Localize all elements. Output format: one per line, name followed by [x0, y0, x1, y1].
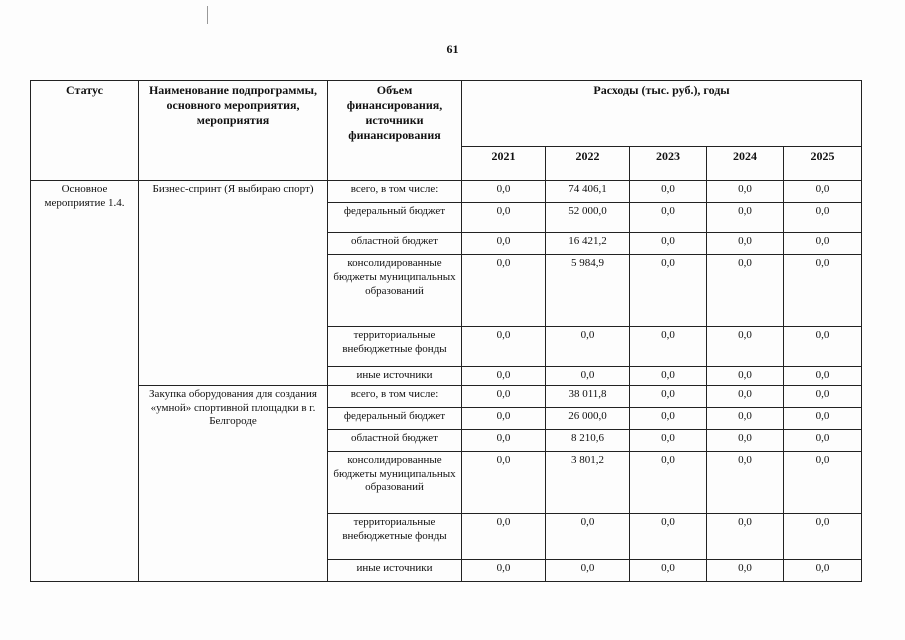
value-cell: 0,0 [784, 255, 862, 327]
value-cell: 0,0 [462, 233, 546, 255]
value-cell: 0,0 [707, 367, 784, 386]
table-row [31, 181, 862, 203]
value-cell: 0,0 [707, 407, 784, 429]
value-cell: 0,0 [630, 559, 707, 581]
value-cell: 0,0 [630, 385, 707, 407]
year-header: 2021 [462, 147, 546, 181]
value-cell: 0,0 [707, 327, 784, 367]
header-name: Наименование подпрограммы, основного мероприятия, мероприятия [139, 81, 328, 181]
page-number: 61 [446, 42, 459, 56]
value-cell: 0,0 [546, 559, 630, 581]
value-cell: 0,0 [462, 407, 546, 429]
value-cell: 0,0 [630, 429, 707, 451]
value-cell: 0,0 [462, 255, 546, 327]
value-cell: 0,0 [630, 233, 707, 255]
year-header: 2024 [707, 147, 784, 181]
value-cell: 0,0 [630, 327, 707, 367]
table-body [31, 181, 862, 582]
value-cell: 0,0 [784, 385, 862, 407]
year-header: 2025 [784, 147, 862, 181]
value-cell: 0,0 [546, 367, 630, 386]
value-cell: 0,0 [707, 203, 784, 233]
value-cell: 0,0 [630, 255, 707, 327]
value-cell: 0,0 [784, 451, 862, 513]
header-expenses: Расходы (тыс. руб.), годы [462, 81, 862, 147]
value-cell: 0,0 [784, 407, 862, 429]
value-cell: 0,0 [784, 233, 862, 255]
value-cell: 52 000,0 [546, 203, 630, 233]
value-cell: 0,0 [707, 233, 784, 255]
value-cell: 0,0 [630, 451, 707, 513]
funding-source-cell: федеральный бюджет [328, 407, 462, 429]
value-cell: 0,0 [784, 429, 862, 451]
status-cell: Основное мероприятие 1.4. [31, 181, 139, 582]
funding-source-cell: консолидированные бюджеты муниципальных образований [328, 255, 462, 327]
header-status: Статус [31, 81, 139, 181]
value-cell: 0,0 [462, 385, 546, 407]
value-cell: 0,0 [707, 429, 784, 451]
scan-mark [207, 6, 208, 24]
value-cell: 5 984,9 [546, 255, 630, 327]
header-volume: Объем финансирования, источники финансирования [328, 81, 462, 181]
value-cell: 0,0 [784, 181, 862, 203]
value-cell: 8 210,6 [546, 429, 630, 451]
value-cell: 0,0 [707, 513, 784, 559]
activity-name-cell: Закупка оборудования для создания «умной» спортивной площадки в г. Белгороде [139, 385, 328, 581]
value-cell: 0,0 [462, 429, 546, 451]
value-cell: 0,0 [784, 327, 862, 367]
value-cell: 0,0 [707, 451, 784, 513]
funding-source-cell: территориальные внебюджетные фонды [328, 513, 462, 559]
value-cell: 0,0 [707, 181, 784, 203]
value-cell: 26 000,0 [546, 407, 630, 429]
financing-table [30, 80, 862, 582]
value-cell: 0,0 [784, 559, 862, 581]
funding-source-cell: всего, в том числе: [328, 385, 462, 407]
value-cell: 0,0 [546, 513, 630, 559]
value-cell: 74 406,1 [546, 181, 630, 203]
activity-name-cell: Бизнес-спринт (Я выбираю спорт) [139, 181, 328, 386]
value-cell: 0,0 [707, 559, 784, 581]
table-row [31, 385, 862, 407]
value-cell: 0,0 [462, 451, 546, 513]
value-cell: 38 011,8 [546, 385, 630, 407]
funding-source-cell: областной бюджет [328, 233, 462, 255]
value-cell: 0,0 [630, 181, 707, 203]
value-cell: 0,0 [462, 203, 546, 233]
funding-source-cell: федеральный бюджет [328, 203, 462, 233]
value-cell: 0,0 [784, 367, 862, 386]
value-cell: 0,0 [707, 385, 784, 407]
funding-source-cell: консолидированные бюджеты муниципальных образований [328, 451, 462, 513]
value-cell: 16 421,2 [546, 233, 630, 255]
value-cell: 0,0 [546, 327, 630, 367]
funding-source-cell: территориальные внебюджетные фонды [328, 327, 462, 367]
value-cell: 0,0 [630, 407, 707, 429]
value-cell: 0,0 [462, 181, 546, 203]
value-cell: 0,0 [462, 513, 546, 559]
value-cell: 0,0 [784, 513, 862, 559]
funding-source-cell: всего, в том числе: [328, 181, 462, 203]
funding-source-cell: иные источники [328, 559, 462, 581]
value-cell: 0,0 [462, 559, 546, 581]
value-cell: 0,0 [630, 513, 707, 559]
funding-source-cell: иные источники [328, 367, 462, 386]
value-cell: 0,0 [462, 327, 546, 367]
value-cell: 0,0 [462, 367, 546, 386]
value-cell: 0,0 [784, 203, 862, 233]
year-header: 2023 [630, 147, 707, 181]
funding-source-cell: областной бюджет [328, 429, 462, 451]
value-cell: 0,0 [707, 255, 784, 327]
value-cell: 0,0 [630, 367, 707, 386]
year-header: 2022 [546, 147, 630, 181]
value-cell: 3 801,2 [546, 451, 630, 513]
value-cell: 0,0 [630, 203, 707, 233]
